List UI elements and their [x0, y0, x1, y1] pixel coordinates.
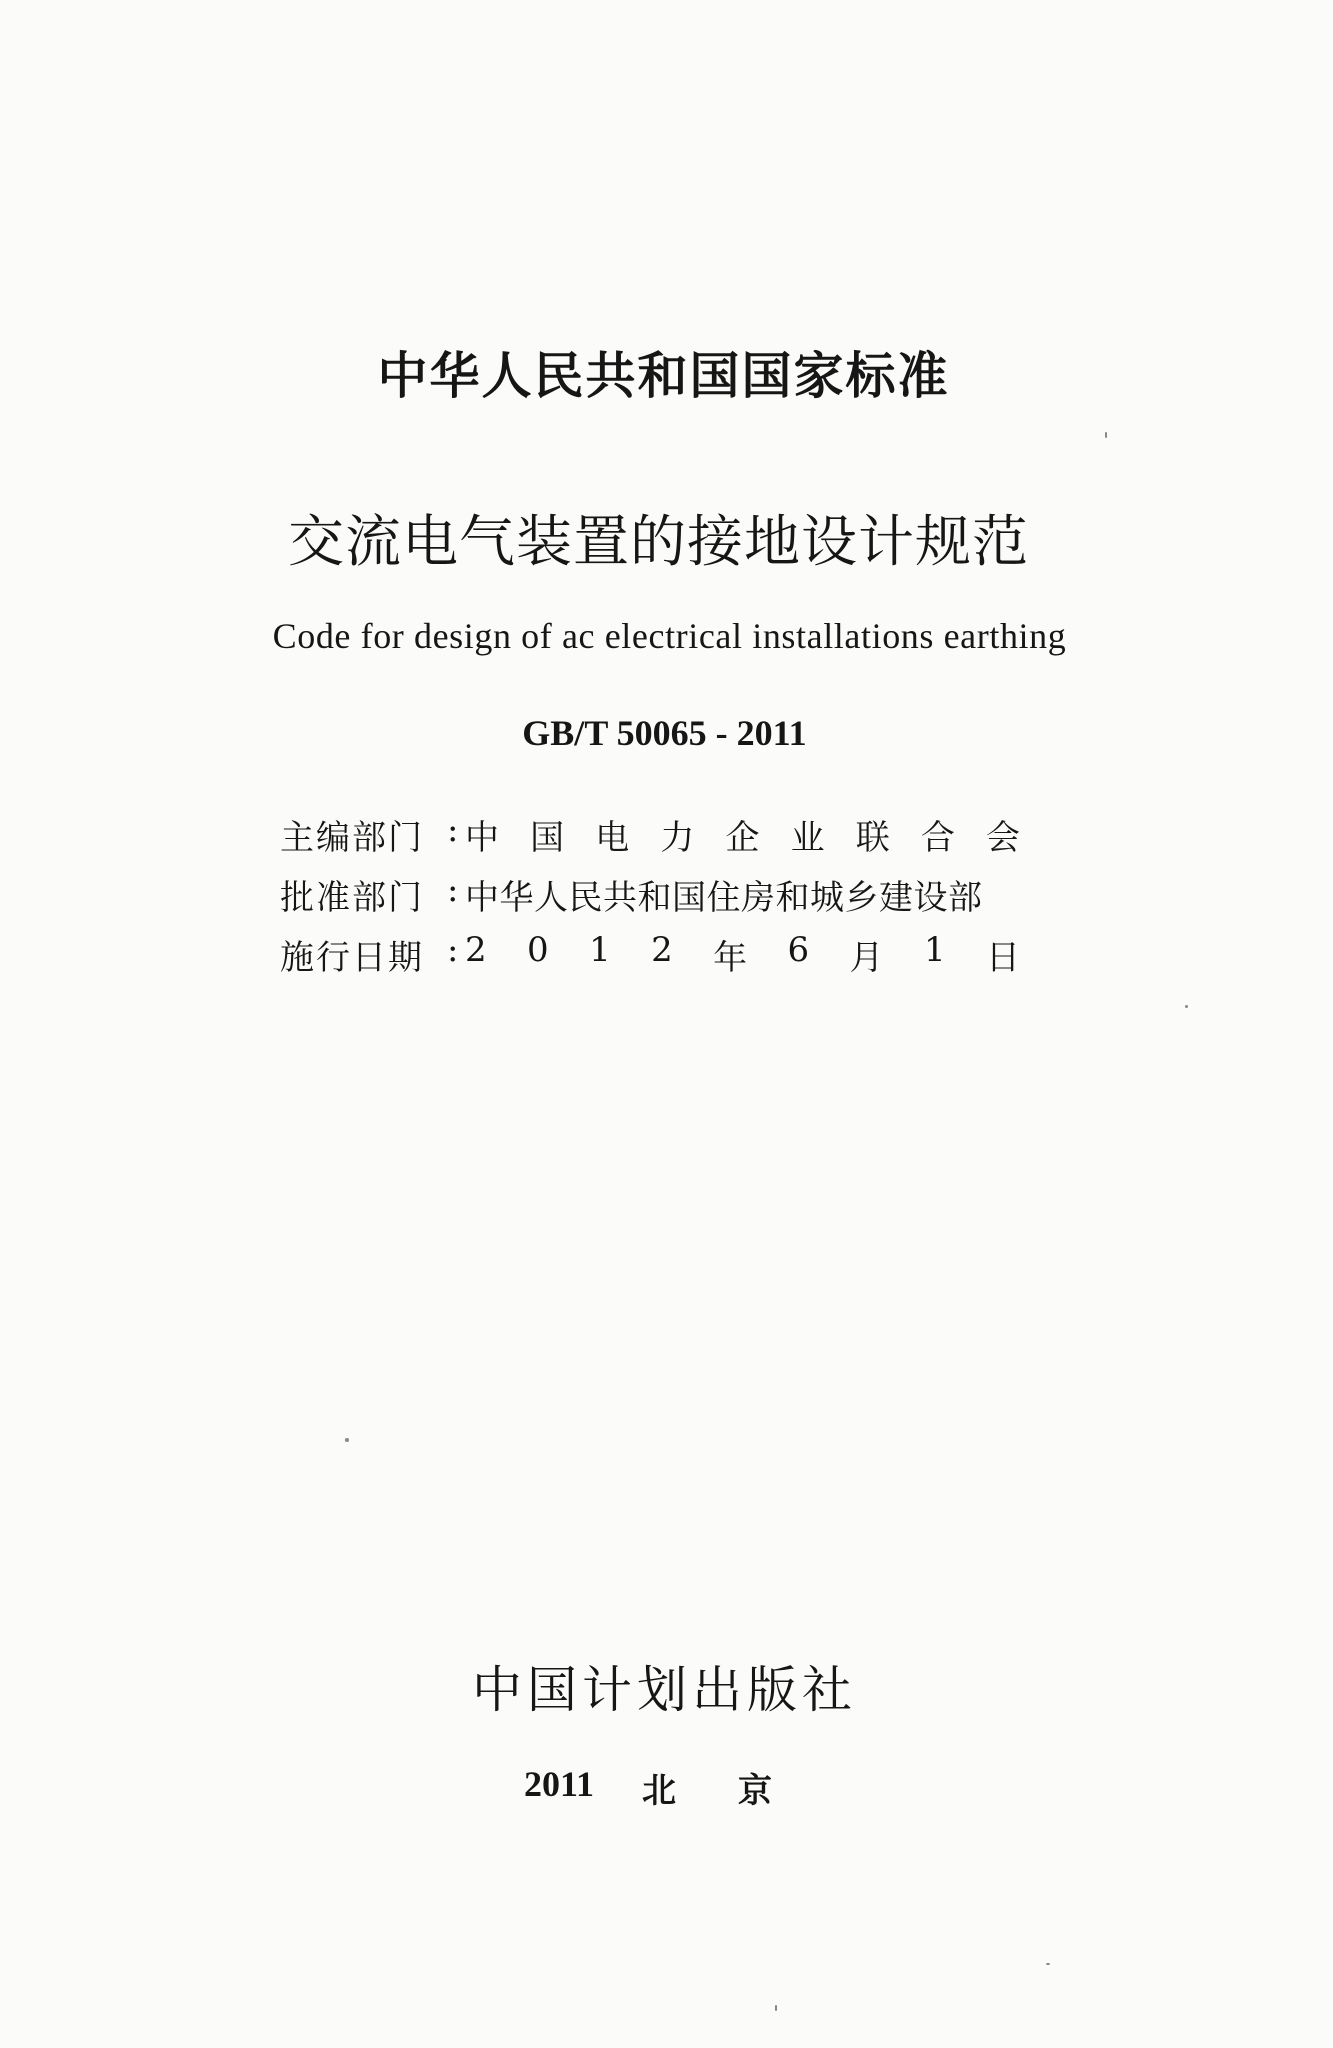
approver-text: 中华人民共和国住房和城乡建设部 — [465, 878, 983, 918]
date-char: 日 — [985, 938, 1020, 978]
approver-value — [465, 870, 1020, 919]
editor-char: 中 — [465, 818, 499, 858]
date-char: 6 — [787, 930, 810, 970]
editor-char: 联 — [855, 818, 890, 858]
effective-date-row — [280, 930, 1050, 990]
effective-date-label: 施行日期 — [280, 938, 424, 978]
editor-char: 国 — [530, 818, 565, 858]
scan-speck — [1046, 1963, 1050, 1965]
publication-info — [280, 810, 1050, 990]
scan-speck — [345, 1438, 349, 1442]
date-char: 0 — [527, 930, 549, 970]
date-char: 年 — [713, 938, 748, 978]
editor-char: 电 — [595, 818, 630, 858]
national-standard-heading: 中华人民共和国国家标准 — [377, 347, 950, 405]
editor-colon: : — [447, 810, 459, 850]
approver-colon: : — [447, 870, 459, 910]
editor-char: 会 — [986, 818, 1020, 858]
approver-label: 批准部门 — [280, 878, 424, 918]
editor-char: 力 — [660, 818, 695, 858]
publisher-name: 中国计划出版社 — [472, 1661, 857, 1719]
date-char: 2 — [465, 930, 487, 970]
scan-speck — [1185, 1005, 1188, 1008]
scan-speck — [775, 2005, 777, 2011]
editor-value — [465, 810, 1020, 859]
editor-char: 企 — [725, 818, 760, 858]
date-char: 1 — [923, 930, 946, 970]
effective-date-colon: : — [447, 930, 459, 970]
publication-city: 北京 — [642, 1771, 834, 1811]
scan-speck — [1105, 432, 1107, 438]
standard-number: GB/T 50065 - 2011 — [522, 713, 807, 753]
date-char: 1 — [589, 930, 611, 970]
editor-label: 主编部门 — [280, 818, 424, 858]
publication-year: 2011 — [524, 1764, 595, 1804]
english-title: Code for design of ac electrical installations earthing — [272, 616, 1067, 656]
approver-row — [280, 870, 1050, 930]
editor-char: 业 — [790, 818, 825, 858]
effective-date-value — [465, 930, 1020, 979]
editor-char: 合 — [920, 818, 955, 858]
date-char: 月 — [849, 938, 884, 978]
chinese-title: 交流电气装置的接地设计规范 — [288, 510, 1029, 575]
date-char: 2 — [651, 930, 673, 970]
editor-row — [280, 810, 1050, 870]
